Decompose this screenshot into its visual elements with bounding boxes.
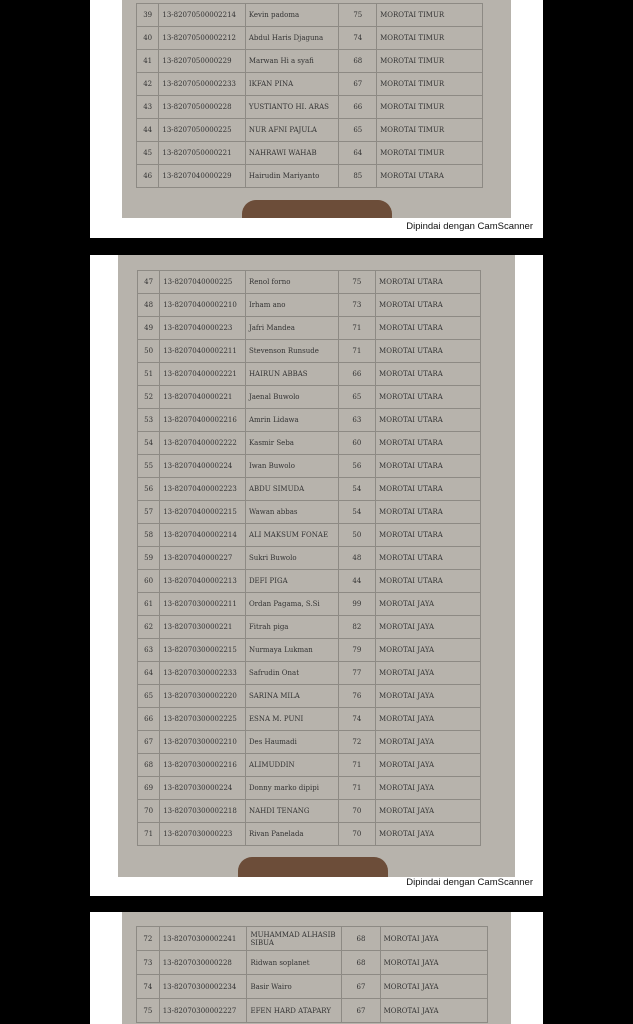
row-number: 49	[138, 317, 160, 340]
row-number: 55	[138, 455, 160, 478]
participant-id: 13-82070400002222	[160, 432, 246, 455]
participant-id: 13-82070400002210	[160, 294, 246, 317]
district: MOROTAI JAYA	[376, 731, 481, 754]
score: 67	[342, 975, 380, 999]
participant-name: Amrin Lidawa	[245, 409, 338, 432]
score: 76	[338, 685, 375, 708]
participant-id: 13-82070300002227	[159, 999, 247, 1023]
district: MOROTAI UTARA	[376, 432, 481, 455]
table-row	[138, 800, 481, 823]
row-number: 52	[138, 386, 160, 409]
participant-name: DEFI PIGA	[245, 570, 338, 593]
score: 56	[338, 455, 375, 478]
participant-id: 13-82070400002213	[160, 570, 246, 593]
table-row	[138, 754, 481, 777]
table-row	[138, 501, 481, 524]
participant-id: 13-82070400002223	[160, 478, 246, 501]
district: MOROTAI JAYA	[376, 616, 481, 639]
participant-id: 13-82070300002241	[159, 927, 247, 951]
district: MOROTAI TIMUR	[377, 119, 483, 142]
participant-id: 13-82070400002216	[160, 409, 246, 432]
participant-id: 13-82070300002218	[160, 800, 246, 823]
participant-name: Sukri Buwolo	[245, 547, 338, 570]
participant-name: Irham ano	[245, 294, 338, 317]
score: 64	[339, 142, 377, 165]
district: MOROTAI UTARA	[376, 478, 481, 501]
row-number: 68	[138, 754, 160, 777]
table-row	[138, 823, 481, 846]
score: 71	[338, 777, 375, 800]
scanned-page-3	[90, 912, 543, 1024]
score: 67	[342, 999, 380, 1023]
district: MOROTAI UTARA	[376, 570, 481, 593]
score: 54	[338, 478, 375, 501]
score: 99	[338, 593, 375, 616]
table-row	[138, 317, 481, 340]
district: MOROTAI JAYA	[376, 708, 481, 731]
table-row	[138, 777, 481, 800]
score: 67	[339, 73, 377, 96]
participant-name: Des Haumadi	[245, 731, 338, 754]
participant-name: Renol forno	[245, 271, 338, 294]
district: MOROTAI JAYA	[376, 593, 481, 616]
table-row	[138, 294, 481, 317]
table-row	[137, 96, 483, 119]
participant-name: Kasmir Seba	[245, 432, 338, 455]
score: 68	[342, 951, 380, 975]
participant-id: 13-82070300002215	[160, 639, 246, 662]
row-number: 66	[138, 708, 160, 731]
score: 70	[338, 800, 375, 823]
district: MOROTAI JAYA	[380, 927, 487, 951]
scanned-page-1	[90, 0, 543, 238]
score: 79	[338, 639, 375, 662]
district: MOROTAI TIMUR	[377, 142, 483, 165]
score: 63	[338, 409, 375, 432]
participant-id: 13-8207040000223	[160, 317, 246, 340]
district: MOROTAI TIMUR	[377, 4, 483, 27]
participant-id: 13-82070400002221	[160, 363, 246, 386]
row-number: 56	[138, 478, 160, 501]
score: 75	[338, 271, 375, 294]
district: MOROTAI UTARA	[376, 547, 481, 570]
table-row	[138, 593, 481, 616]
table-row	[137, 142, 483, 165]
participant-id: 13-8207030000223	[160, 823, 246, 846]
row-number: 48	[138, 294, 160, 317]
district: MOROTAI UTARA	[376, 501, 481, 524]
table-row	[137, 27, 483, 50]
participant-name: Safrudin Onat	[245, 662, 338, 685]
participant-id: 13-8207050000221	[159, 142, 246, 165]
score: 44	[338, 570, 375, 593]
table-row	[138, 570, 481, 593]
score: 71	[338, 340, 375, 363]
row-number: 70	[138, 800, 160, 823]
district: MOROTAI JAYA	[376, 685, 481, 708]
participant-name: NAHRAWI WAHAB	[245, 142, 339, 165]
finger-shadow	[238, 857, 388, 877]
participant-name: ABDU SIMUDA	[245, 478, 338, 501]
participant-name: Ordan Pagama, S.Si	[245, 593, 338, 616]
score: 74	[338, 708, 375, 731]
camscanner-label: Dipindai dengan CamScanner	[406, 221, 533, 232]
table-row	[137, 50, 483, 73]
table-row	[138, 340, 481, 363]
participant-id: 13-82070300002210	[160, 731, 246, 754]
table-row	[137, 975, 488, 999]
table-row	[138, 524, 481, 547]
participant-id: 13-82070300002220	[160, 685, 246, 708]
table-row	[137, 4, 483, 27]
participant-name: Donny marko dipipi	[245, 777, 338, 800]
score: 77	[338, 662, 375, 685]
score: 48	[338, 547, 375, 570]
score: 66	[339, 96, 377, 119]
participant-name: Marwan Hi a syafi	[245, 50, 339, 73]
participant-name: Hairudin Mariyanto	[245, 165, 339, 188]
table-row	[138, 708, 481, 731]
score: 66	[338, 363, 375, 386]
score: 82	[338, 616, 375, 639]
table-row	[138, 662, 481, 685]
district: MOROTAI UTARA	[376, 386, 481, 409]
district: MOROTAI JAYA	[376, 754, 481, 777]
row-number: 45	[137, 142, 159, 165]
participant-id: 13-82070300002216	[160, 754, 246, 777]
row-number: 50	[138, 340, 160, 363]
participant-id: 13-82070500002212	[159, 27, 246, 50]
row-number: 62	[138, 616, 160, 639]
score-table-3	[136, 926, 488, 1023]
participant-name: IKFAN PINA	[245, 73, 339, 96]
participant-name: MUHAMMAD ALHASIB SIBUA	[247, 927, 342, 951]
participant-name: Jafri Mandea	[245, 317, 338, 340]
score: 68	[339, 50, 377, 73]
table-row	[138, 547, 481, 570]
score: 54	[338, 501, 375, 524]
row-number: 72	[137, 927, 160, 951]
participant-id: 13-8207040000227	[160, 547, 246, 570]
participant-id: 13-8207050000228	[159, 96, 246, 119]
participant-id: 13-82070500002233	[159, 73, 246, 96]
participant-id: 13-8207040000225	[160, 271, 246, 294]
row-number: 65	[138, 685, 160, 708]
participant-name: NAHDI TENANG	[245, 800, 338, 823]
district: MOROTAI JAYA	[376, 823, 481, 846]
district: MOROTAI JAYA	[380, 951, 487, 975]
participant-id: 13-8207030000221	[160, 616, 246, 639]
participant-name: SARINA MILA	[245, 685, 338, 708]
participant-id: 13-8207040000221	[160, 386, 246, 409]
participant-name: ESNA M. PUNI	[245, 708, 338, 731]
district: MOROTAI TIMUR	[377, 27, 483, 50]
camscanner-label: Dipindai dengan CamScanner	[406, 877, 533, 888]
participant-name: Ridwan soplanet	[247, 951, 342, 975]
row-number: 57	[138, 501, 160, 524]
district: MOROTAI TIMUR	[377, 73, 483, 96]
paper-photo-2	[118, 255, 515, 877]
table-row	[137, 165, 483, 188]
table-row	[138, 616, 481, 639]
participant-name: NUR AFNI PAJULA	[245, 119, 339, 142]
participant-name: Basir Wairo	[247, 975, 342, 999]
score: 71	[338, 754, 375, 777]
row-number: 47	[138, 271, 160, 294]
row-number: 53	[138, 409, 160, 432]
participant-name: Iwan Buwolo	[245, 455, 338, 478]
participant-id: 13-82070300002225	[160, 708, 246, 731]
table-row	[137, 73, 483, 96]
participant-name: HAIRUN ABBAS	[245, 363, 338, 386]
score: 71	[338, 317, 375, 340]
participant-id: 13-82070300002233	[160, 662, 246, 685]
row-number: 54	[138, 432, 160, 455]
table-row	[138, 731, 481, 754]
row-number: 71	[138, 823, 160, 846]
district: MOROTAI UTARA	[376, 409, 481, 432]
participant-id: 13-8207050000225	[159, 119, 246, 142]
district: MOROTAI TIMUR	[377, 50, 483, 73]
table-row	[137, 927, 488, 951]
district: MOROTAI UTARA	[376, 294, 481, 317]
row-number: 75	[137, 999, 160, 1023]
row-number: 61	[138, 593, 160, 616]
participant-id: 13-82070300002234	[159, 975, 247, 999]
participant-id: 13-82070400002215	[160, 501, 246, 524]
score: 68	[342, 927, 380, 951]
row-number: 63	[138, 639, 160, 662]
district: MOROTAI JAYA	[380, 975, 487, 999]
finger-shadow	[242, 200, 392, 218]
district: MOROTAI JAYA	[376, 800, 481, 823]
row-number: 73	[137, 951, 160, 975]
score: 85	[339, 165, 377, 188]
participant-id: 13-82070400002214	[160, 524, 246, 547]
row-number: 60	[138, 570, 160, 593]
table-row	[137, 999, 488, 1023]
table-row	[138, 478, 481, 501]
paper-photo-3	[122, 912, 511, 1024]
row-number: 44	[137, 119, 159, 142]
district: MOROTAI UTARA	[376, 317, 481, 340]
table-row	[138, 685, 481, 708]
district: MOROTAI JAYA	[376, 639, 481, 662]
table-row	[138, 409, 481, 432]
score: 50	[338, 524, 375, 547]
participant-name: Stevenson Runsude	[245, 340, 338, 363]
score: 75	[339, 4, 377, 27]
table-row	[138, 455, 481, 478]
row-number: 51	[138, 363, 160, 386]
row-number: 59	[138, 547, 160, 570]
participant-id: 13-82070300002211	[160, 593, 246, 616]
district: MOROTAI UTARA	[376, 524, 481, 547]
scanned-page-2	[90, 255, 543, 896]
table-row	[137, 951, 488, 975]
score-table-2	[137, 270, 481, 846]
table-row	[137, 119, 483, 142]
participant-name: YUSTIANTO HI. ARAS	[245, 96, 339, 119]
row-number: 43	[137, 96, 159, 119]
row-number: 74	[137, 975, 160, 999]
participant-id: 13-8207040000224	[160, 455, 246, 478]
score: 65	[338, 386, 375, 409]
row-number: 58	[138, 524, 160, 547]
score: 73	[338, 294, 375, 317]
participant-id: 13-8207030000224	[160, 777, 246, 800]
score: 70	[338, 823, 375, 846]
district: MOROTAI JAYA	[376, 777, 481, 800]
participant-id: 13-82070400002211	[160, 340, 246, 363]
paper-photo-1	[122, 0, 511, 218]
district: MOROTAI UTARA	[376, 455, 481, 478]
participant-name: Nurmaya Lukman	[245, 639, 338, 662]
participant-id: 13-82070500002214	[159, 4, 246, 27]
participant-name: EFEN HARD ATAPARY	[247, 999, 342, 1023]
participant-name: Wawan abbas	[245, 501, 338, 524]
participant-name: Abdul Haris Djaguna	[245, 27, 339, 50]
participant-id: 13-8207050000229	[159, 50, 246, 73]
participant-name: ALI MAKSUM FONAE	[245, 524, 338, 547]
row-number: 67	[138, 731, 160, 754]
row-number: 39	[137, 4, 159, 27]
district: MOROTAI JAYA	[376, 662, 481, 685]
participant-name: Jaenal Buwolo	[245, 386, 338, 409]
participant-name: Kevin padoma	[245, 4, 339, 27]
row-number: 69	[138, 777, 160, 800]
district: MOROTAI TIMUR	[377, 96, 483, 119]
table-row	[138, 363, 481, 386]
row-number: 41	[137, 50, 159, 73]
row-number: 40	[137, 27, 159, 50]
participant-name: ALIMUDDIN	[245, 754, 338, 777]
table-row	[138, 639, 481, 662]
participant-name: Rivan Panelada	[245, 823, 338, 846]
row-number: 46	[137, 165, 159, 188]
district: MOROTAI UTARA	[376, 271, 481, 294]
district: MOROTAI UTARA	[376, 363, 481, 386]
row-number: 42	[137, 73, 159, 96]
score: 74	[339, 27, 377, 50]
row-number: 64	[138, 662, 160, 685]
participant-id: 13-8207040000229	[159, 165, 246, 188]
table-row	[138, 432, 481, 455]
table-row	[138, 271, 481, 294]
score: 60	[338, 432, 375, 455]
participant-name: Fitrah piga	[245, 616, 338, 639]
district: MOROTAI UTARA	[376, 340, 481, 363]
participant-id: 13-8207030000228	[159, 951, 247, 975]
score: 72	[338, 731, 375, 754]
district: MOROTAI UTARA	[377, 165, 483, 188]
score-table-1	[136, 3, 483, 188]
score: 65	[339, 119, 377, 142]
district: MOROTAI JAYA	[380, 999, 487, 1023]
table-row	[138, 386, 481, 409]
